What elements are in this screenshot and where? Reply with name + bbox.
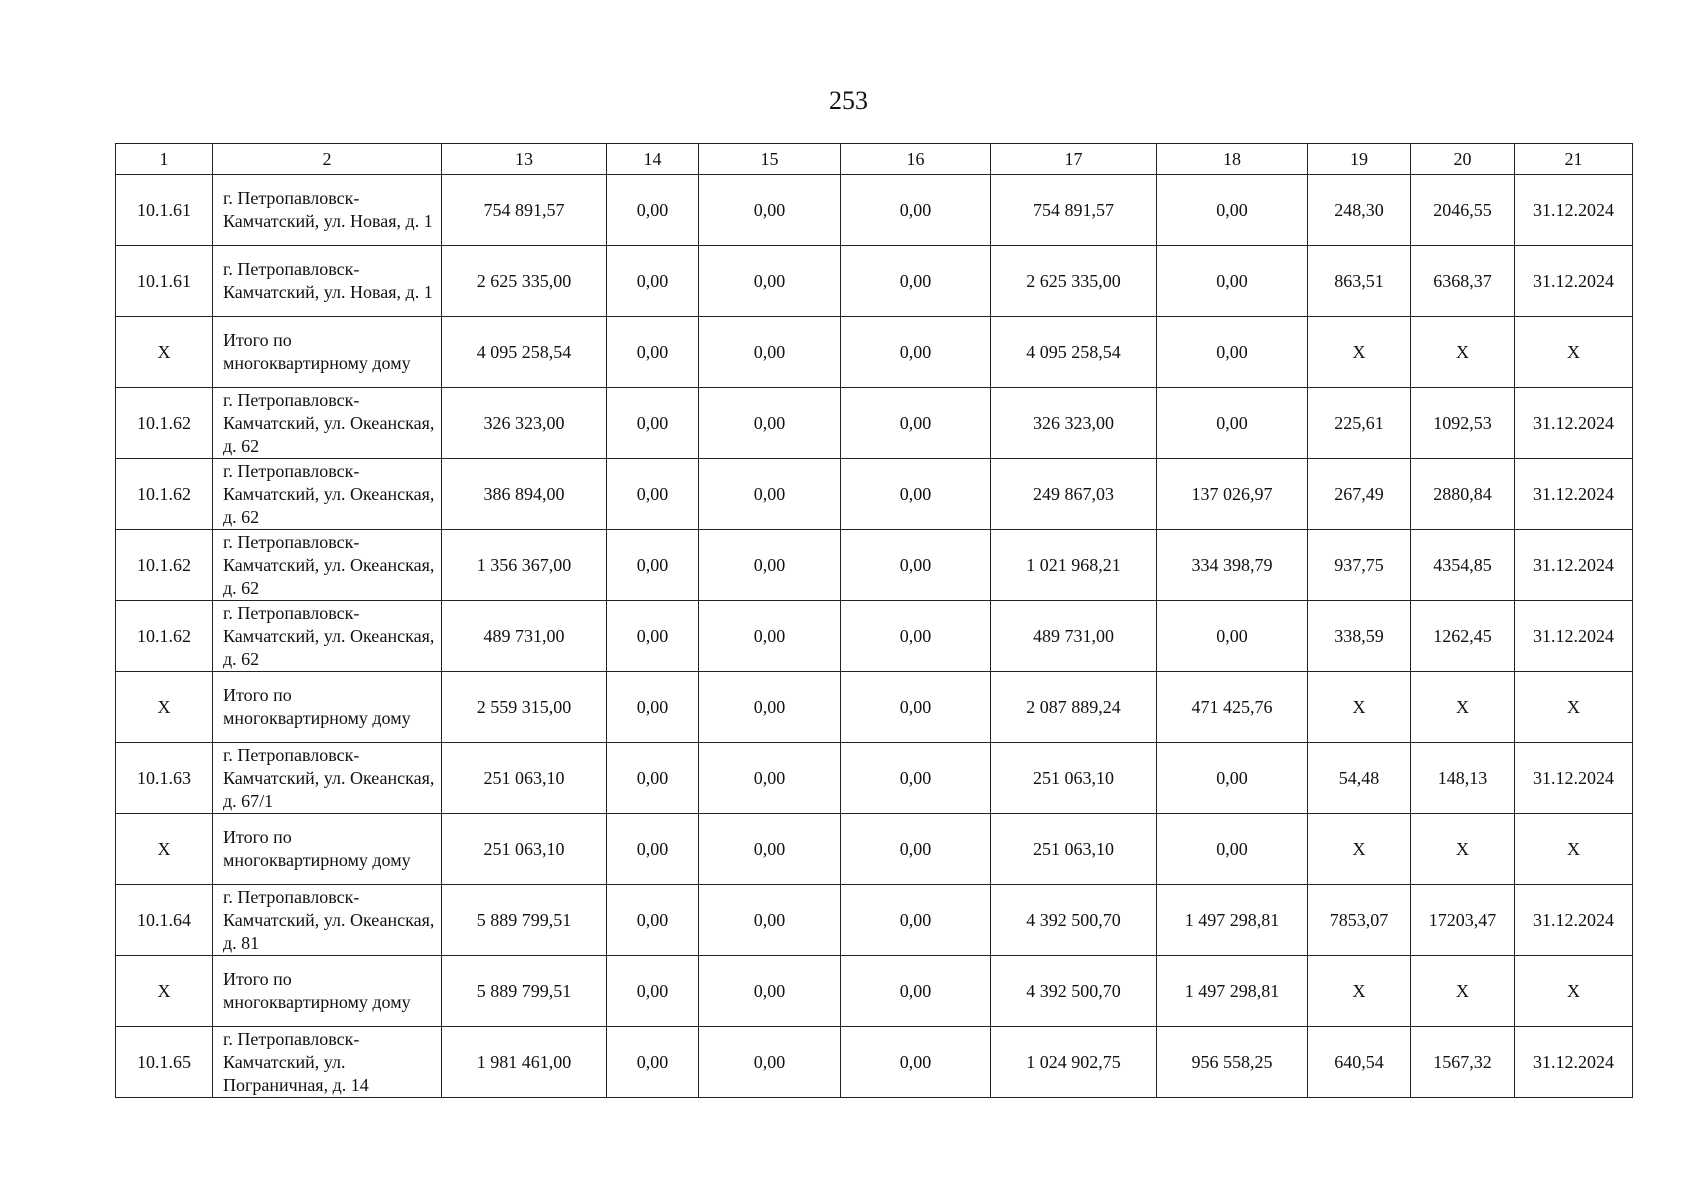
- table-cell: 0,00: [1157, 388, 1308, 459]
- table-cell: 5 889 799,51: [442, 885, 607, 956]
- table-cell: 31.12.2024: [1515, 459, 1633, 530]
- page-number: 253: [829, 86, 868, 115]
- table-cell: 0,00: [607, 814, 699, 885]
- table-cell: 10.1.62: [116, 601, 213, 672]
- table-cell: 31.12.2024: [1515, 388, 1633, 459]
- table-row: [116, 317, 1633, 388]
- table-cell: 0,00: [699, 388, 841, 459]
- table-cell: 31.12.2024: [1515, 175, 1633, 246]
- table-cell: 640,54: [1308, 1027, 1411, 1098]
- table-cell: 1 981 461,00: [442, 1027, 607, 1098]
- table-cell: 2 625 335,00: [991, 246, 1157, 317]
- table-cell: 137 026,97: [1157, 459, 1308, 530]
- table-cell: 4 095 258,54: [442, 317, 607, 388]
- table-cell: 334 398,79: [1157, 530, 1308, 601]
- table-cell: 1 497 298,81: [1157, 956, 1308, 1027]
- table-cell: 0,00: [607, 956, 699, 1027]
- table-cell: 10.1.62: [116, 459, 213, 530]
- table-cell: 338,59: [1308, 601, 1411, 672]
- table-cell: X: [1411, 672, 1515, 743]
- table-cell: 0,00: [841, 672, 991, 743]
- table-cell: 0,00: [841, 317, 991, 388]
- table-cell: 471 425,76: [1157, 672, 1308, 743]
- address-cell: г. Петропавловск-Камчатский, ул. Океанская, д. 62: [213, 388, 442, 459]
- table-cell: 0,00: [699, 175, 841, 246]
- table-cell: 7853,07: [1308, 885, 1411, 956]
- table-body: [116, 175, 1633, 1098]
- table-row: [116, 814, 1633, 885]
- table-cell: X: [1515, 317, 1633, 388]
- table-cell: 10.1.61: [116, 175, 213, 246]
- table-row: [116, 601, 1633, 672]
- table-cell: 0,00: [841, 388, 991, 459]
- table-cell: X: [1308, 672, 1411, 743]
- table-cell: 0,00: [699, 743, 841, 814]
- table-cell: 0,00: [699, 672, 841, 743]
- table-cell: 0,00: [1157, 317, 1308, 388]
- table-cell: X: [116, 317, 213, 388]
- column-header: 21: [1515, 144, 1633, 175]
- table-cell: 0,00: [607, 317, 699, 388]
- table-cell: 489 731,00: [442, 601, 607, 672]
- table-cell: 0,00: [607, 1027, 699, 1098]
- address-cell: г. Петропавловск-Камчатский, ул. Океанская, д. 67/1: [213, 743, 442, 814]
- table-cell: 5 889 799,51: [442, 956, 607, 1027]
- table-cell: 1567,32: [1411, 1027, 1515, 1098]
- table-row: [116, 459, 1633, 530]
- table-cell: 6368,37: [1411, 246, 1515, 317]
- table-cell: 0,00: [1157, 246, 1308, 317]
- table-cell: X: [1308, 814, 1411, 885]
- table-cell: 2 559 315,00: [442, 672, 607, 743]
- table-cell: 0,00: [841, 175, 991, 246]
- table-cell: 0,00: [1157, 175, 1308, 246]
- table-cell: 251 063,10: [991, 814, 1157, 885]
- table-cell: X: [1411, 814, 1515, 885]
- table-cell: X: [116, 956, 213, 1027]
- address-cell: Итого по многоквартирному дому: [213, 956, 442, 1027]
- table-row: [116, 530, 1633, 601]
- table-row: [116, 246, 1633, 317]
- table-cell: 31.12.2024: [1515, 743, 1633, 814]
- column-header: 1: [116, 144, 213, 175]
- table-cell: 10.1.65: [116, 1027, 213, 1098]
- table-cell: 267,49: [1308, 459, 1411, 530]
- table-cell: X: [1515, 672, 1633, 743]
- table-cell: 148,13: [1411, 743, 1515, 814]
- column-header: 19: [1308, 144, 1411, 175]
- table-cell: 0,00: [699, 1027, 841, 1098]
- table-cell: 2046,55: [1411, 175, 1515, 246]
- table-cell: 0,00: [607, 672, 699, 743]
- table-cell: 0,00: [607, 459, 699, 530]
- table-cell: 0,00: [841, 459, 991, 530]
- table-cell: 0,00: [841, 885, 991, 956]
- table-cell: 2880,84: [1411, 459, 1515, 530]
- table-row: [116, 1027, 1633, 1098]
- table-cell: 251 063,10: [442, 814, 607, 885]
- table-cell: 54,48: [1308, 743, 1411, 814]
- header-row: [116, 144, 1633, 175]
- table-cell: 10.1.63: [116, 743, 213, 814]
- table-cell: 31.12.2024: [1515, 1027, 1633, 1098]
- table-cell: 4 392 500,70: [991, 885, 1157, 956]
- table-cell: 0,00: [699, 601, 841, 672]
- table-cell: 1 021 968,21: [991, 530, 1157, 601]
- address-cell: г. Петропавловск-Камчатский, ул. Пограничная, д. 14: [213, 1027, 442, 1098]
- table-cell: 0,00: [607, 530, 699, 601]
- table-cell: 0,00: [841, 743, 991, 814]
- table-cell: 863,51: [1308, 246, 1411, 317]
- data-table: [115, 143, 1633, 1098]
- table-cell: 31.12.2024: [1515, 885, 1633, 956]
- table-cell: 0,00: [1157, 743, 1308, 814]
- table-cell: 0,00: [699, 885, 841, 956]
- table-cell: 248,30: [1308, 175, 1411, 246]
- column-header: 20: [1411, 144, 1515, 175]
- table-cell: 0,00: [841, 956, 991, 1027]
- table-cell: 2 087 889,24: [991, 672, 1157, 743]
- table-cell: 251 063,10: [442, 743, 607, 814]
- column-header: 17: [991, 144, 1157, 175]
- table-cell: 0,00: [699, 459, 841, 530]
- address-cell: г. Петропавловск-Камчатский, ул. Океанская, д. 62: [213, 459, 442, 530]
- table-cell: 0,00: [841, 1027, 991, 1098]
- address-cell: г. Петропавловск-Камчатский, ул. Океанская, д. 62: [213, 601, 442, 672]
- table-cell: 386 894,00: [442, 459, 607, 530]
- table-cell: 1 024 902,75: [991, 1027, 1157, 1098]
- table-cell: 0,00: [607, 601, 699, 672]
- table-row: [116, 388, 1633, 459]
- table-cell: X: [116, 814, 213, 885]
- table-cell: 0,00: [1157, 601, 1308, 672]
- address-cell: г. Петропавловск-Камчатский, ул. Новая, д. 1: [213, 175, 442, 246]
- table-cell: 10.1.61: [116, 246, 213, 317]
- table-cell: X: [1308, 956, 1411, 1027]
- address-cell: Итого по многоквартирному дому: [213, 672, 442, 743]
- table-cell: 1 497 298,81: [1157, 885, 1308, 956]
- table-cell: 4 392 500,70: [991, 956, 1157, 1027]
- column-header: 13: [442, 144, 607, 175]
- table-cell: X: [1515, 956, 1633, 1027]
- table-cell: 754 891,57: [991, 175, 1157, 246]
- table-cell: 0,00: [841, 601, 991, 672]
- table-cell: 0,00: [1157, 814, 1308, 885]
- address-cell: Итого по многоквартирному дому: [213, 317, 442, 388]
- table-cell: 2 625 335,00: [442, 246, 607, 317]
- table-cell: 0,00: [699, 814, 841, 885]
- table-cell: 326 323,00: [442, 388, 607, 459]
- table-cell: 0,00: [699, 317, 841, 388]
- table-cell: 31.12.2024: [1515, 530, 1633, 601]
- column-header: 18: [1157, 144, 1308, 175]
- table-cell: 956 558,25: [1157, 1027, 1308, 1098]
- table-cell: X: [1411, 956, 1515, 1027]
- table-cell: 10.1.62: [116, 530, 213, 601]
- table-cell: 754 891,57: [442, 175, 607, 246]
- table-cell: X: [1308, 317, 1411, 388]
- address-cell: г. Петропавловск-Камчатский, ул. Океанская, д. 81: [213, 885, 442, 956]
- table-cell: X: [1411, 317, 1515, 388]
- table-cell: 225,61: [1308, 388, 1411, 459]
- table-cell: 0,00: [841, 246, 991, 317]
- table-row: [116, 956, 1633, 1027]
- table-row: [116, 175, 1633, 246]
- column-header: 15: [699, 144, 841, 175]
- table-cell: 10.1.64: [116, 885, 213, 956]
- table-cell: 0,00: [607, 743, 699, 814]
- table-cell: 0,00: [699, 246, 841, 317]
- table-cell: 1262,45: [1411, 601, 1515, 672]
- table-cell: 4 095 258,54: [991, 317, 1157, 388]
- table-cell: X: [1515, 814, 1633, 885]
- column-header: 2: [213, 144, 442, 175]
- table-cell: 937,75: [1308, 530, 1411, 601]
- table-cell: 31.12.2024: [1515, 601, 1633, 672]
- table-cell: 326 323,00: [991, 388, 1157, 459]
- table-cell: 0,00: [841, 530, 991, 601]
- address-cell: г. Петропавловск-Камчатский, ул. Новая, д. 1: [213, 246, 442, 317]
- table-cell: 249 867,03: [991, 459, 1157, 530]
- column-header: 16: [841, 144, 991, 175]
- table-cell: 0,00: [607, 388, 699, 459]
- address-cell: Итого по многоквартирному дому: [213, 814, 442, 885]
- table-cell: 0,00: [699, 956, 841, 1027]
- table-cell: 17203,47: [1411, 885, 1515, 956]
- column-header: 14: [607, 144, 699, 175]
- table-cell: 0,00: [841, 814, 991, 885]
- table-cell: 31.12.2024: [1515, 246, 1633, 317]
- table-row: [116, 885, 1633, 956]
- table-cell: 0,00: [607, 246, 699, 317]
- address-cell: г. Петропавловск-Камчатский, ул. Океанская, д. 62: [213, 530, 442, 601]
- table-row: [116, 672, 1633, 743]
- table-header: [116, 144, 1633, 175]
- table-cell: 10.1.62: [116, 388, 213, 459]
- table-cell: 489 731,00: [991, 601, 1157, 672]
- table-cell: 4354,85: [1411, 530, 1515, 601]
- table-cell: 1 356 367,00: [442, 530, 607, 601]
- table-row: [116, 743, 1633, 814]
- table-cell: X: [116, 672, 213, 743]
- table-cell: 0,00: [607, 175, 699, 246]
- table-cell: 1092,53: [1411, 388, 1515, 459]
- table-cell: 251 063,10: [991, 743, 1157, 814]
- table-cell: 0,00: [607, 885, 699, 956]
- table-cell: 0,00: [699, 530, 841, 601]
